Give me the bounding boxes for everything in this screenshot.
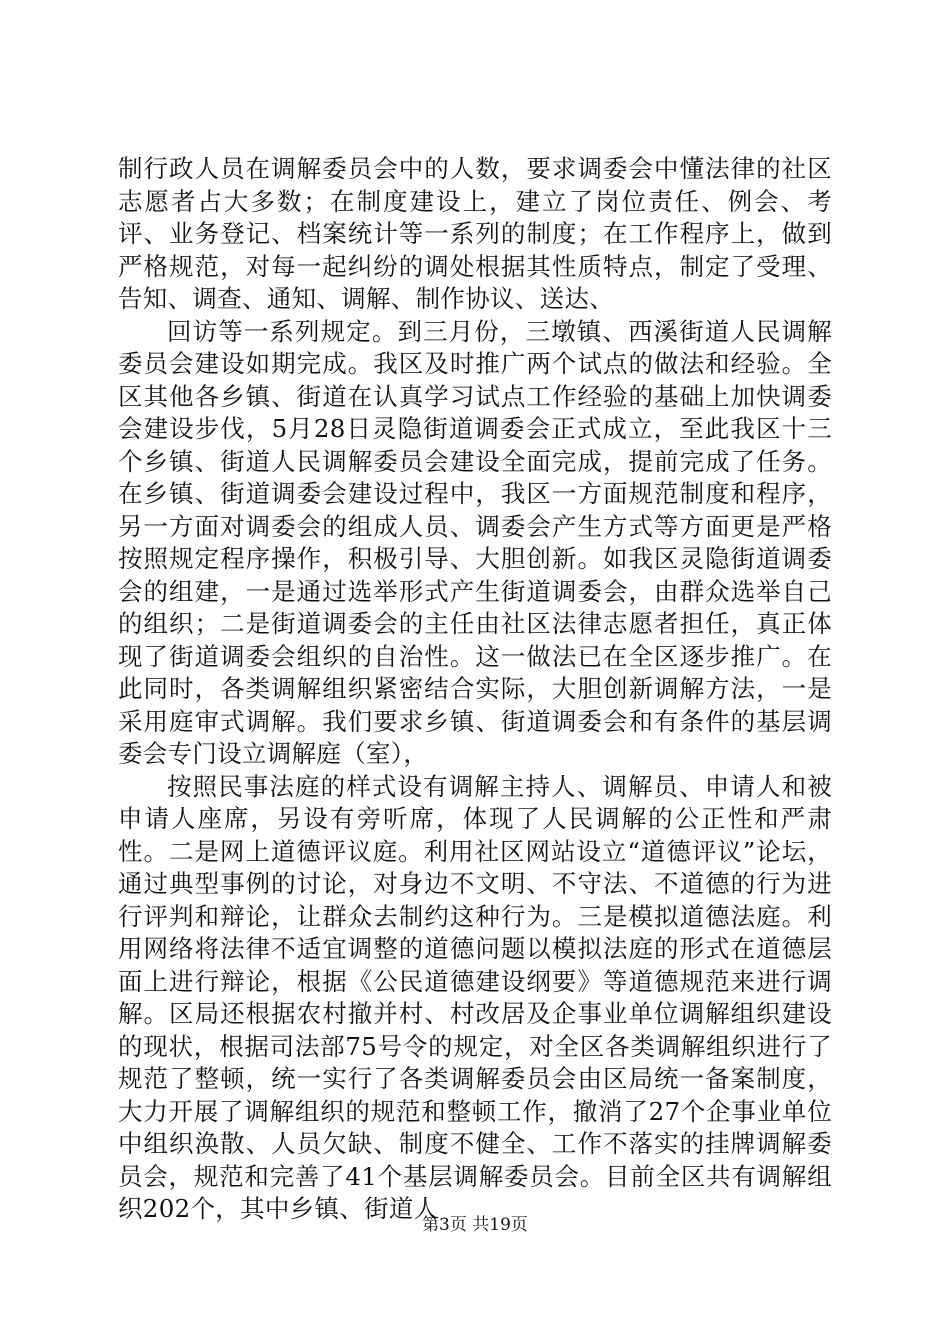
paragraph-3: 按照民事法庭的样式设有调解主持人、调解员、申请人和被申请人座席，另设有旁听席，体现了人民调解的公正性和严肃性。二是网上道德评议庭。利用社区网站设立“道德评议”论坛，通过典型事例的讨论，对身边不文明、不守法、不道德的行为进行评判和辩论，让群众去制约这种行为。三是模拟道德法庭。利用网络将法律不适宜调整的道德问题以模拟法庭的形式在道德层面上进行辩论，根据《公民道德建设纲要》等道德规范来进行调解。区局还根据农村撤并村、村改居及企事业单位调解组织建设的现状，根据司法部75号令的规定，对全区各类调解组织进行了规范了整顿，统一实行了各类调解委员会由区局统一备案制度，大力开展了调解组织的规范和整顿工作，撤消了27个企事业单位中组织涣散、人员欠缺、制度不健全、工作不落实的挂牌调解委员会，规范和完善了41个基层调解委员会。目前全区共有调解组织202个，其中乡镇、街道人 (118, 771, 832, 1223)
document-body (118, 153, 832, 1226)
paragraph-1: 制行政人员在调解委员会中的人数，要求调委会中懂法律的社区志愿者占大多数；在制度建设上，建立了岗位责任、例会、考评、业务登记、档案统计等一系列的制度；在工作程序上，做到严格规范，对每一起纠纷的调处根据其性质特点，制定了受理、告知、调查、通知、调解、制作协议、送达、 (118, 154, 832, 313)
page-footer (0, 1214, 950, 1236)
page-number-label: 第3页 共19页 (422, 1215, 528, 1235)
paragraph-2: 回访等一系列规定。到三月份，三墩镇、西溪街道人民调解委员会建设如期完成。我区及时推广两个试点的做法和经验。全区其他各乡镇、街道在认真学习试点工作经验的基础上加快调委会建设步伐，5月28日灵隐街道调委会正式成立，至此我区十三个乡镇、街道人民调解委员会建设全面完成，提前完成了任务。在乡镇、街道调委会建设过程中，我区一方面规范制度和程序，另一方面对调委会的组成人员、调委会产生方式等方面更是严格按照规定程序操作，积极引导、大胆创新。如我区灵隐街道调委会的组建，一是通过选举形式产生街道调委会，由群众选举自己的组织；二是街道调委会的主任由社区法律志愿者担任，真正体现了街道调委会组织的自治性。这一做法已在全区逐步推广。在此同时，各类调解组织紧密结合实际，大胆创新调解方法，一是采用庭审式调解。我们要求乡镇、街道调委会和有条件的基层调委会专门设立调解庭（室）， (118, 316, 832, 768)
